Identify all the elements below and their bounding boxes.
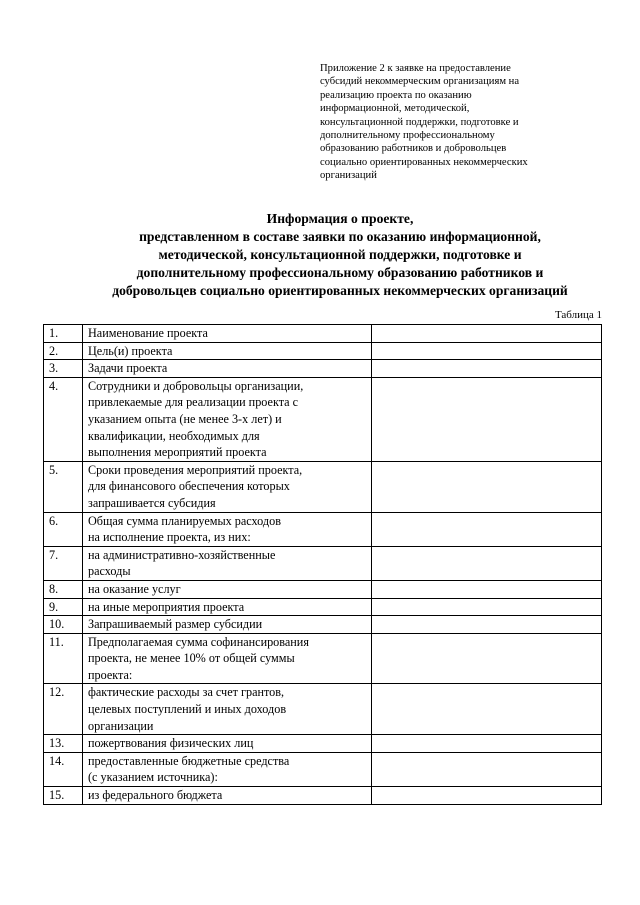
- row-value-cell[interactable]: [372, 598, 602, 616]
- table-row: [44, 546, 602, 580]
- row-number: 14.: [44, 752, 83, 786]
- appendix-line: организаций: [320, 170, 377, 182]
- row-label-line: на административно-хозяйственные: [88, 547, 276, 562]
- row-label: [83, 735, 372, 753]
- appendix-line: дополнительному профессиональному: [320, 130, 495, 142]
- row-label: [83, 360, 372, 378]
- row-value-cell[interactable]: [372, 546, 602, 580]
- row-label-line: указанием опыта (не менее 3-х лет) и: [88, 411, 282, 426]
- row-number: 13.: [44, 735, 83, 753]
- appendix-line: социально ориентированных некоммерческих: [320, 156, 528, 168]
- table-row: [44, 684, 602, 735]
- row-number: 3.: [44, 360, 83, 378]
- row-label-line: на исполнение проекта, из них:: [88, 530, 251, 545]
- row-label-line: запрашивается субсидия: [88, 495, 216, 510]
- appendix-line: образованию работников и добровольцев: [320, 143, 507, 155]
- row-label-line: на иные мероприятия проекта: [88, 599, 245, 614]
- row-label: [83, 512, 372, 546]
- row-value-cell[interactable]: [372, 735, 602, 753]
- row-label: [83, 325, 372, 343]
- row-number: 2.: [44, 342, 83, 360]
- title-line: добровольцев социально ориентированных некоммерческих организаций: [112, 283, 568, 298]
- row-label-line: фактические расходы за счет грантов,: [88, 685, 285, 700]
- row-value-cell[interactable]: [372, 616, 602, 634]
- project-info-table: [43, 324, 602, 805]
- row-number: 6.: [44, 512, 83, 546]
- row-number: 4.: [44, 377, 83, 461]
- table-label: Таблица 1: [554, 309, 602, 321]
- row-number: 11.: [44, 633, 83, 684]
- row-number: 10.: [44, 616, 83, 634]
- row-value-cell[interactable]: [372, 461, 602, 512]
- table-row: [44, 787, 602, 805]
- title-line: Информация о проекте,: [266, 211, 414, 226]
- row-value-cell[interactable]: [372, 377, 602, 461]
- appendix-line: субсидий некоммерческим организациям на: [320, 76, 520, 88]
- row-label-line: Сотрудники и добровольцы организации,: [88, 378, 304, 393]
- table-row: [44, 633, 602, 684]
- appendix-note: [320, 62, 590, 183]
- row-label-line: на оказание услуг: [88, 581, 181, 596]
- row-label-line: целевых поступлений и иных доходов: [88, 702, 287, 717]
- row-label-line: Общая сумма планируемых расходов: [88, 513, 281, 528]
- title-line: дополнительному профессиональному образованию работников и: [136, 265, 544, 280]
- row-label-line: Предполагаемая сумма софинансирования: [88, 634, 309, 649]
- title-line: методической, консультационной поддержки, подготовке и: [158, 247, 522, 262]
- document-title: [40, 210, 640, 300]
- appendix-line: реализацию проекта по оказанию: [320, 89, 472, 101]
- row-value-cell[interactable]: [372, 512, 602, 546]
- row-label-line: квалификации, необходимых для: [88, 428, 260, 443]
- appendix-line: консультационной поддержки, подготовке и: [320, 116, 519, 128]
- row-label-line: проекта, не менее 10% от общей суммы: [88, 651, 295, 666]
- table-row: [44, 461, 602, 512]
- table-row: [44, 512, 602, 546]
- row-value-cell[interactable]: [372, 360, 602, 378]
- row-number: 8.: [44, 580, 83, 598]
- row-label: [83, 752, 372, 786]
- row-number: 7.: [44, 546, 83, 580]
- table-row: [44, 598, 602, 616]
- appendix-line: информационной, методической,: [320, 103, 470, 115]
- row-label-line: (с указанием источника):: [88, 770, 218, 785]
- table-row: [44, 580, 602, 598]
- table-row: [44, 377, 602, 461]
- row-label-line: Наименование проекта: [88, 326, 208, 340]
- table-row: [44, 342, 602, 360]
- row-value-cell[interactable]: [372, 787, 602, 805]
- row-label: [83, 616, 372, 634]
- appendix-line: Приложение 2 к заявке на предоставление: [320, 63, 511, 74]
- row-label-line: для финансового обеспечения которых: [88, 479, 290, 494]
- row-label: [83, 546, 372, 580]
- row-label-line: расходы: [88, 564, 131, 579]
- row-number: 9.: [44, 598, 83, 616]
- row-label: [83, 633, 372, 684]
- row-label-line: выполнения мероприятий проекта: [88, 445, 267, 460]
- row-number: 12.: [44, 684, 83, 735]
- row-label-line: Сроки проведения мероприятий проекта,: [88, 462, 303, 477]
- row-label-line: из федерального бюджета: [88, 788, 223, 803]
- title-line: представленном в составе заявки по оказанию информационной,: [139, 229, 541, 244]
- row-label-line: пожертвования физических лиц: [88, 736, 254, 751]
- row-number: 5.: [44, 461, 83, 512]
- row-number: 1.: [44, 325, 83, 343]
- row-label: [83, 598, 372, 616]
- row-value-cell[interactable]: [372, 684, 602, 735]
- row-label: [83, 787, 372, 805]
- row-label: [83, 342, 372, 360]
- table-row: [44, 735, 602, 753]
- table-row: [44, 616, 602, 634]
- row-value-cell[interactable]: [372, 633, 602, 684]
- row-label-line: Задачи проекта: [88, 361, 168, 376]
- row-label-line: предоставленные бюджетные средства: [88, 753, 290, 768]
- row-label-line: организации: [88, 718, 154, 733]
- row-label: [83, 461, 372, 512]
- row-label: [83, 377, 372, 461]
- row-label-line: Цель(и) проекта: [88, 343, 173, 358]
- row-label-line: проекта:: [88, 667, 133, 682]
- row-value-cell[interactable]: [372, 580, 602, 598]
- row-label: [83, 684, 372, 735]
- row-number: 15.: [44, 787, 83, 805]
- table-row: [44, 325, 602, 343]
- row-value-cell[interactable]: [372, 342, 602, 360]
- row-label: [83, 580, 372, 598]
- table-row: [44, 752, 602, 786]
- row-label-line: Запрашиваемый размер субсидии: [88, 617, 263, 632]
- table-row: [44, 360, 602, 378]
- row-label-line: привлекаемые для реализации проекта с: [88, 395, 299, 410]
- row-value-cell[interactable]: [372, 325, 602, 343]
- row-value-cell[interactable]: [372, 752, 602, 786]
